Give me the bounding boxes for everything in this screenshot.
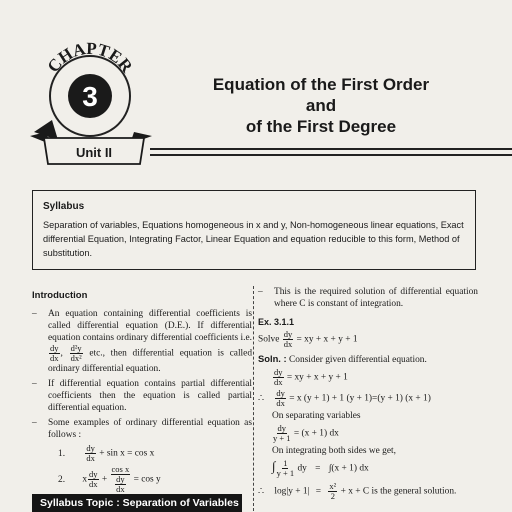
- equation-line: $\frac{dy}{dx}$ = xy + x + y + 1: [274, 367, 348, 387]
- intro-bullet3-text: Some examples of ordinary differential equation as follows :: [48, 418, 252, 440]
- fraction: $\frac{dy}{dx}$: [276, 388, 285, 408]
- fraction: $\frac{dy}{dx}$: [50, 343, 59, 363]
- fraction: $\frac{\text{cos x}}{\frac{dy}{dx}}$: [111, 464, 130, 494]
- unit-ribbon: [28, 130, 158, 170]
- fraction: $\frac{dy}{dx}$: [274, 367, 283, 387]
- bullet-dash: –: [32, 309, 37, 319]
- fraction: $\frac{dy}{dx}$: [283, 329, 293, 349]
- chapter-number: 3: [82, 81, 98, 112]
- equation-line: ∴ log|y + 1| = $\frac{\text{x²}}{2}$ + x + C is the general solution.: [258, 481, 457, 501]
- introduction-heading: Introduction: [32, 290, 88, 301]
- list-item: [258, 286, 478, 310]
- chapter-badge-graphic: [34, 40, 146, 140]
- list-item: – An equation containing differential coefficients is called differential equation (D.E.). If differential equation contains ordinary differential coefficients i.e. $\frac{dy}{dx}$ , $\frac{\text{d²y}}{\text{dx²}}$ etc., then differential equation is called ordinary differential equation.: [32, 309, 253, 374]
- example-equation-1: 1. $\frac{dy}{dx}$ + sin x = cos x: [58, 443, 155, 463]
- fraction: $\frac{dy}{dx}$: [86, 443, 95, 463]
- example-label: Ex. 3.1.1: [258, 317, 295, 327]
- chapter-badge: [34, 40, 146, 140]
- solve-equation: Solve $\frac{dy}{dx}$ = xy + x + y + 1: [258, 329, 358, 349]
- syllabus-text: Separation of variables, Equations homogeneous in x and y, Non-homogeneous linear equations, Exact differential Equation, Integrating Factor, Linear Equation and equation reducible to this form, Method of substitution.: [43, 220, 464, 258]
- syllabus-topic-bar: Syllabus Topic : Separation of Variables: [32, 494, 242, 512]
- step-text: On separating variables: [272, 411, 361, 421]
- fraction: $\frac{1}{y + 1}$: [276, 458, 295, 478]
- intro-bullet1-text: An equation containing differential coefficients is called differential equation (D.E.). If differential equation contains ordinary differential coefficients i.e.: [48, 309, 252, 343]
- chapter-title: [196, 74, 446, 137]
- intro-bullet2-text: If differential equation contains partial differential coefficients then the equation is called partial differential equation.: [48, 379, 252, 413]
- header-rule: [150, 148, 512, 150]
- left-column: [32, 290, 252, 496]
- syllabus-heading: Syllabus: [43, 201, 85, 212]
- fraction: $\frac{\text{x²}}{2}$: [329, 481, 337, 501]
- unit-label: Unit II: [75, 145, 113, 160]
- example-equation-2: 2. x $\frac{dy}{dx}$ + $\frac{\text{cos x}}{\frac{dy}{dx}}$ = cos y: [58, 464, 161, 494]
- equation-line: ∫ $\frac{1}{y + 1}$ dy = ∫(x + 1) dx: [272, 458, 369, 478]
- header-rule: [150, 154, 512, 156]
- right-column: [258, 286, 478, 503]
- equation-line: ∴ $\frac{dy}{dx}$ = x (y + 1) + 1 (y + 1)=(y + 1) (x + 1): [258, 388, 431, 408]
- chapter-title-line2: of the First Degree: [245, 117, 397, 136]
- solution-label: Soln. :: [258, 353, 287, 364]
- bullet-dash: –: [32, 379, 37, 389]
- bullet-dash: –: [32, 418, 37, 428]
- list-item: [32, 378, 252, 414]
- solution-intro: Soln. : Consider given differential equation.: [258, 353, 427, 365]
- step-text: On integrating both sides we get,: [272, 446, 396, 456]
- bullet-dash: –: [258, 287, 263, 297]
- solution-note: This is the required solution of differential equation where C is constant of integration.: [274, 287, 478, 309]
- chapter-title-line1: Equation of the First Order and: [212, 75, 430, 115]
- column-divider: [253, 286, 255, 511]
- chapter-word: CHAPTER: [43, 40, 137, 77]
- fraction: $\frac{\text{d²y}}{\text{dx²}}$: [70, 343, 82, 363]
- list-item: [32, 417, 252, 441]
- fraction: $\frac{dy}{y + 1}$: [273, 423, 291, 443]
- unit-ribbon-graphic: [28, 130, 158, 170]
- intro-bullet1-rest: etc., then differential equation is called ordinary differential equation.: [48, 348, 253, 374]
- syllabus-box: [32, 190, 476, 270]
- equation-line: $\frac{dy}{y + 1}$ = (x + 1) dx: [273, 423, 339, 443]
- fraction: $\frac{dy}{dx}$: [89, 469, 98, 489]
